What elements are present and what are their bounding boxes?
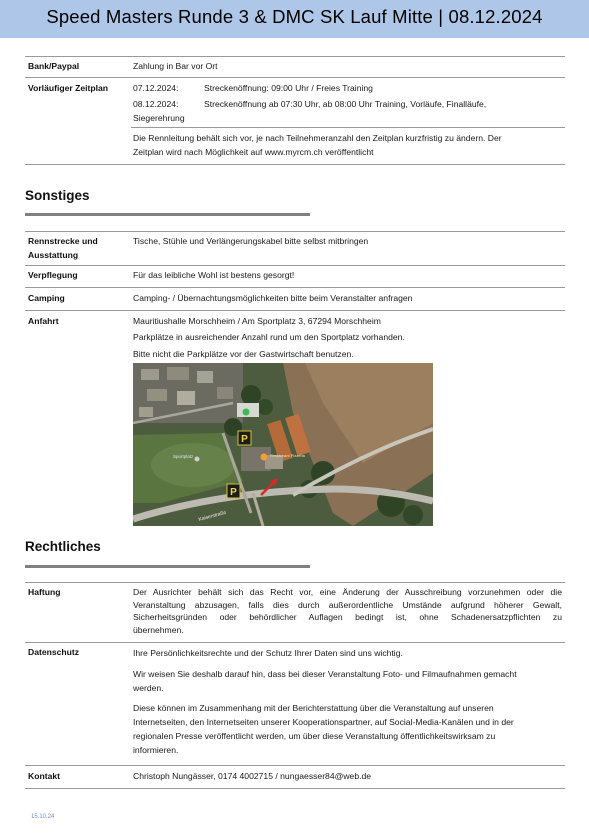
map-label-street: Kaiserstraße xyxy=(197,509,227,523)
section-title-rechtliches: Rechtliches xyxy=(25,539,101,554)
location-map xyxy=(133,363,433,526)
parking-marker-2: P xyxy=(230,487,237,498)
schedule-note-1: Die Rennleitung behält sich vor, je nach Teilnehmeranzahl den Zeitplan kurzfristig zu ändern. Der xyxy=(133,133,502,143)
track-label-line1: Rennstrecke und xyxy=(28,236,98,246)
divider xyxy=(25,56,565,57)
section-title-sonstiges: Sonstiges xyxy=(25,188,90,203)
schedule-note-2: Zeitplan wird nach Möglichkeit auf www.myrcm.ch veröffentlicht xyxy=(133,147,374,157)
liability-line: Sicherheitsgründen oder behördlicher Auflagen bedingt ist, ohne Schadenersatzpflichten zu xyxy=(133,612,562,623)
divider xyxy=(131,127,565,128)
liability-line: übernehmen. xyxy=(133,624,184,635)
section-underline xyxy=(25,213,310,216)
schedule-label: Vorläufiger Zeitplan xyxy=(28,83,109,93)
divider xyxy=(25,310,565,311)
contact-value: Christoph Nungässer, 0174 4002715 / nungaesser84@web.de xyxy=(133,771,372,781)
camping-value: Camping- / Übernachtungsmöglichkeiten bitte beim Veranstalter anfragen xyxy=(133,293,413,303)
privacy-text-2a: Wir weisen Sie deshalb darauf hin, dass bei dieser Veranstaltung Foto- und Filmaufnahmen gemacht xyxy=(133,669,517,679)
divider xyxy=(25,788,565,789)
bank-label: Bank/Paypal xyxy=(28,61,80,71)
privacy-text-3b: Internetseiten, den Internetseiten unserer Kooperationspartner, auf Social-Media-Kanälen und in der xyxy=(133,717,514,727)
food-label: Verpflegung xyxy=(28,270,78,280)
liability-line: Der Ausrichter behält sich das Recht vor, eine Änderung der Ausschreibung vorzunehmen oder die xyxy=(133,587,562,597)
page-title: Speed Masters Runde 3 & DMC SK Lauf Mitte | 08.12.2024 xyxy=(46,6,543,27)
arrival-parking: Parkplätze in ausreichender Anzahl rund um den Sportplatz vorhanden. xyxy=(133,332,405,342)
schedule-date-2: 08.12.2024: xyxy=(133,99,179,109)
section-underline xyxy=(25,565,310,568)
divider xyxy=(25,265,565,266)
divider xyxy=(25,582,565,583)
camping-label: Camping xyxy=(28,293,65,303)
divider xyxy=(25,287,565,288)
privacy-label: Datenschutz xyxy=(28,647,80,657)
schedule-text-2: Streckenöffnung ab 07:30 Uhr, ab 08:00 Uhr Training, Vorläufe, Finalläufe, xyxy=(204,99,487,109)
divider xyxy=(25,765,565,766)
parking-marker-1: P xyxy=(241,434,248,445)
bank-value: Zahlung in Bar vor Ort xyxy=(133,61,218,71)
privacy-text-3d: informieren. xyxy=(133,745,179,755)
arrival-address: Mauritiushalle Morschheim / Am Sportplatz 3, 67294 Morschheim xyxy=(133,316,381,326)
divider xyxy=(25,231,565,232)
privacy-text-2b: werden. xyxy=(133,683,164,693)
page-header xyxy=(0,0,589,38)
privacy-text-3a: Diese können im Zusammenhang mit der Berichterstattung über die Veranstaltung auf unseren xyxy=(133,703,494,713)
arrival-note: Bitte nicht die Parkplätze vor der Gastwirtschaft benutzen. xyxy=(133,349,354,359)
divider xyxy=(25,642,565,643)
liability-text xyxy=(133,586,562,636)
schedule-continuation: Siegerehrung xyxy=(133,113,185,123)
map-label-restaurant: Restaurant Pizzeria xyxy=(270,453,305,458)
divider xyxy=(25,77,565,78)
schedule-date-1: 07.12.2024: xyxy=(133,83,179,93)
liability-label: Haftung xyxy=(28,587,61,597)
liability-line: Veranstaltung abzusagen, falls dies durch außerordentliche Umstände aufgrund höherer Gewalt, xyxy=(133,599,562,610)
contact-label: Kontakt xyxy=(28,771,60,781)
footer-date: 15.10.24 xyxy=(31,814,55,820)
arrival-label: Anfahrt xyxy=(28,316,59,326)
track-label-line2: Ausstattung xyxy=(28,250,79,260)
track-value: Tische, Stühle und Verlängerungskabel bitte selbst mitbringen xyxy=(133,236,369,246)
divider xyxy=(25,164,565,165)
map-label-field: Sportplatz xyxy=(173,454,194,459)
schedule-text-1: Streckenöffnung: 09:00 Uhr / Freies Training xyxy=(204,83,373,93)
privacy-text-1: Ihre Persönlichkeitsrechte und der Schutz Ihrer Daten sind uns wichtig. xyxy=(133,648,403,658)
food-value: Für das leibliche Wohl ist bestens gesorgt! xyxy=(133,270,295,280)
privacy-text-3c: regionalen Presse veröffentlicht werden, um über diese Veranstaltung öffentlichkeitswirksam zu xyxy=(133,731,496,741)
